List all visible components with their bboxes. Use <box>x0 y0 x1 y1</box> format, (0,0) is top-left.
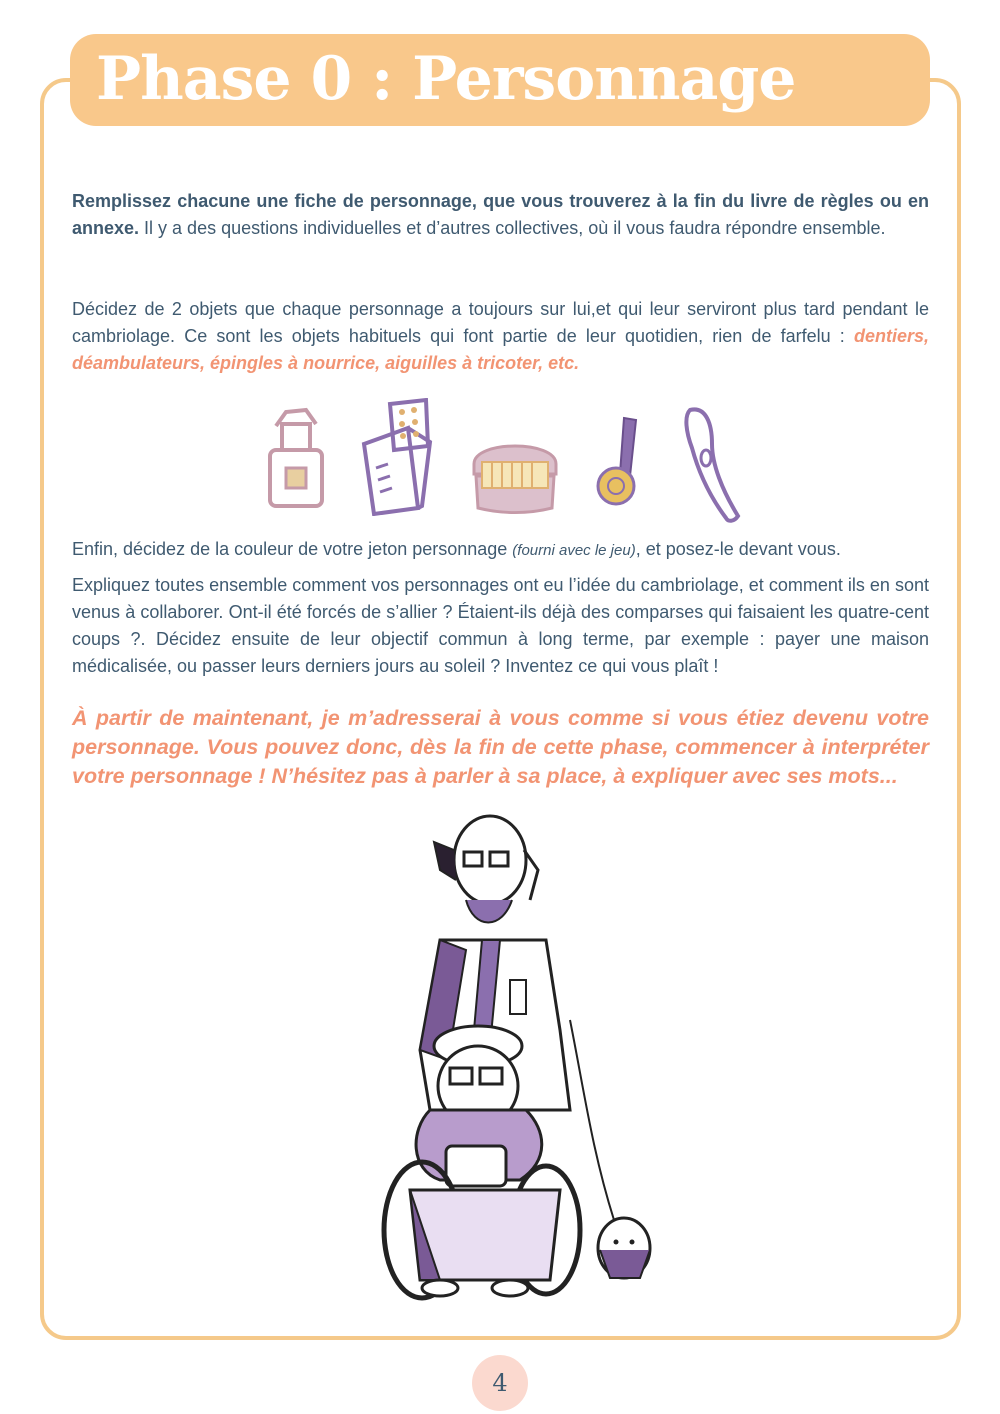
paragraph-text: Décidez de 2 objets que chaque personnage a toujours sur lui,et qui leur serviront plus tard pendant le cambriolage. Ce sont les objets habituels qui font partie de leur quotidien, rien de farfelu : <box>72 299 929 346</box>
paragraph-text: Enfin, décidez de la couleur de votre jeton personnage <box>72 539 513 559</box>
dentures-icon <box>468 434 562 514</box>
shoehorn-icon <box>680 404 750 526</box>
page-number: 4 <box>472 1355 528 1411</box>
paragraph-text: Il y a des questions individuelles et d’autres collectives, où il vous faudra répondre ensemble. <box>139 218 886 238</box>
perfume-bottle-icon <box>260 406 332 510</box>
paragraph-roleplay-callout: À partir de maintenant, je m’adresserai à vous comme si vous étiez devenu votre personnage. Vous pouvez donc, dès la fin de cette phase, commencer à interpréter votre personnage ! N’hésitez pas à parler à sa place, à expliquer avec ses mots... <box>72 706 929 788</box>
elderly-couple-wheelchair-illustration <box>370 810 670 1310</box>
page-title: Phase 0 : Personnage <box>96 44 796 114</box>
paragraph-token <box>72 536 929 564</box>
paragraph-text: , et posez-le devant vous. <box>635 539 841 559</box>
paragraph-bold-lead: Remplissez chacune une fiche de personnage, que vous trouverez à la fin du livre de règles ou en annexe. <box>72 191 929 238</box>
paragraph-objects <box>72 296 929 377</box>
medal-icon <box>590 414 654 510</box>
title-banner <box>70 34 930 126</box>
paragraph-backstory: Expliquez toutes ensemble comment vos personnages ont eu l’idée du cambriolage, et comment ils en sont venus à collaborer. Ont-il été forcés de s’allier ? Étaient-ils déjà des comparses qui faisaient les quatre-cent coups ?. Décidez ensuite de leur objectif commun à long terme, par exemple : payer une maison médicalisée, ou passer leurs derniers jours au soleil ? Inventez ce qui vous plaît ! <box>72 575 929 676</box>
objects-examples: dentiers, déambulateurs, épingles à nourrice, aiguilles à tricoter, etc. <box>72 326 929 373</box>
pill-box-icon <box>358 398 438 516</box>
paragraph-note: (fourni avec le jeu) <box>512 542 636 559</box>
objects-illustration <box>260 398 760 526</box>
paragraph-character-sheet <box>72 188 929 242</box>
